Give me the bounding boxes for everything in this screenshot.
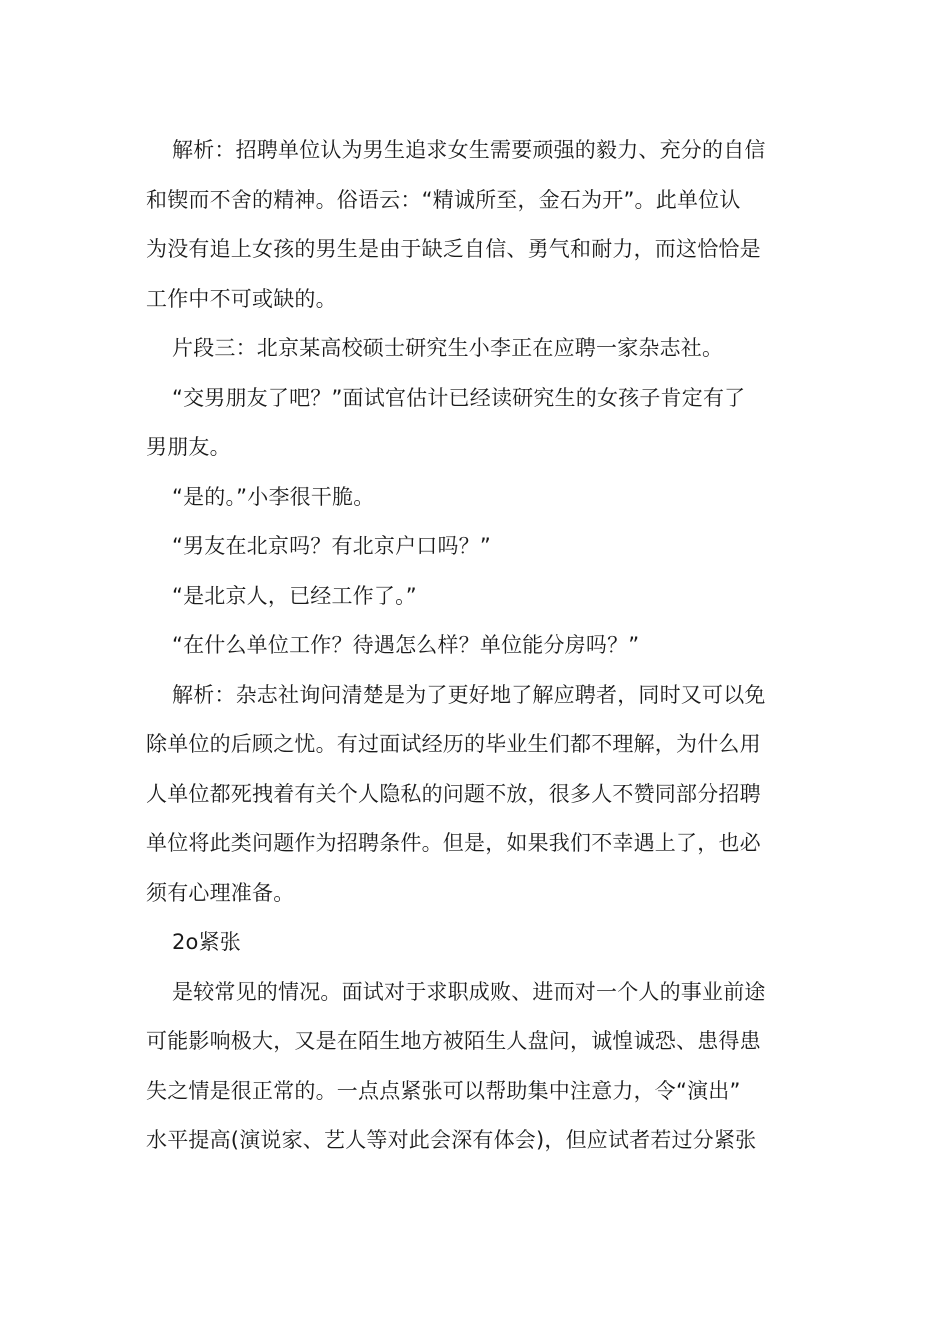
paragraph-line: 为没有追上女孩的男生是由于缺乏自信、勇气和耐力，而这恰恰是 <box>146 237 761 261</box>
paragraph-line: 可能影响极大，又是在陌生地方被陌生人盘问，诚惶诚恐、患得患 <box>146 1029 761 1053</box>
paragraph-line: “在什么单位工作？待遇怎么样？单位能分房吗？” <box>172 633 640 657</box>
paragraph-line: “交男朋友了吧？”面试官估计已经读研究生的女孩子肯定有了 <box>172 385 746 410</box>
document-body <box>146 126 806 1166</box>
paragraph-line: 除单位的后顾之忧。有过面试经历的毕业生们都不理解，为什么用 <box>146 732 761 756</box>
paragraph-line: “男友在北京吗？有北京户口吗？” <box>172 534 491 558</box>
paragraph-line: 解析：招聘单位认为男生追求女生需要顽强的毅力、充分的自信 <box>172 138 766 162</box>
paragraph-line: 男朋友。 <box>146 435 231 459</box>
paragraph-line: “是的。”小李很干脆。 <box>172 484 375 509</box>
paragraph-line: 和锲而不舍的精神。俗语云：“精诚所至，金石为开”。此单位认 <box>146 187 741 212</box>
paragraph-line: “是北京人，已经工作了。” <box>172 583 417 608</box>
paragraph-line: 片段三：北京某高校硕士研究生小李正在应聘一家杂志社。 <box>172 336 724 360</box>
paragraph-line: 失之情是很正常的。一点点紧张可以帮助集中注意力，令“演出” <box>146 1078 741 1103</box>
paragraph-line: 解析：杂志社询问清楚是为了更好地了解应聘者，同时又可以免 <box>172 682 766 707</box>
paragraph-line: 须有心理准备。 <box>146 880 295 905</box>
paragraph-line: 水平提高(演说家、艺人等对此会深有体会)，但应试者若过分紧张 <box>146 1128 757 1152</box>
section-heading: 2o紧张 <box>172 930 242 954</box>
paragraph-line: 工作中不可或缺的。 <box>146 286 337 311</box>
paragraph-line: 人单位都死拽着有关个人隐私的问题不放，很多人不赞同部分招聘 <box>146 781 761 806</box>
paragraph-line: 单位将此类问题作为招聘条件。但是，如果我们不幸遇上了，也必 <box>146 831 761 855</box>
paragraph-line: 是较常见的情况。面试对于求职成败、进而对一个人的事业前途 <box>172 979 766 1004</box>
